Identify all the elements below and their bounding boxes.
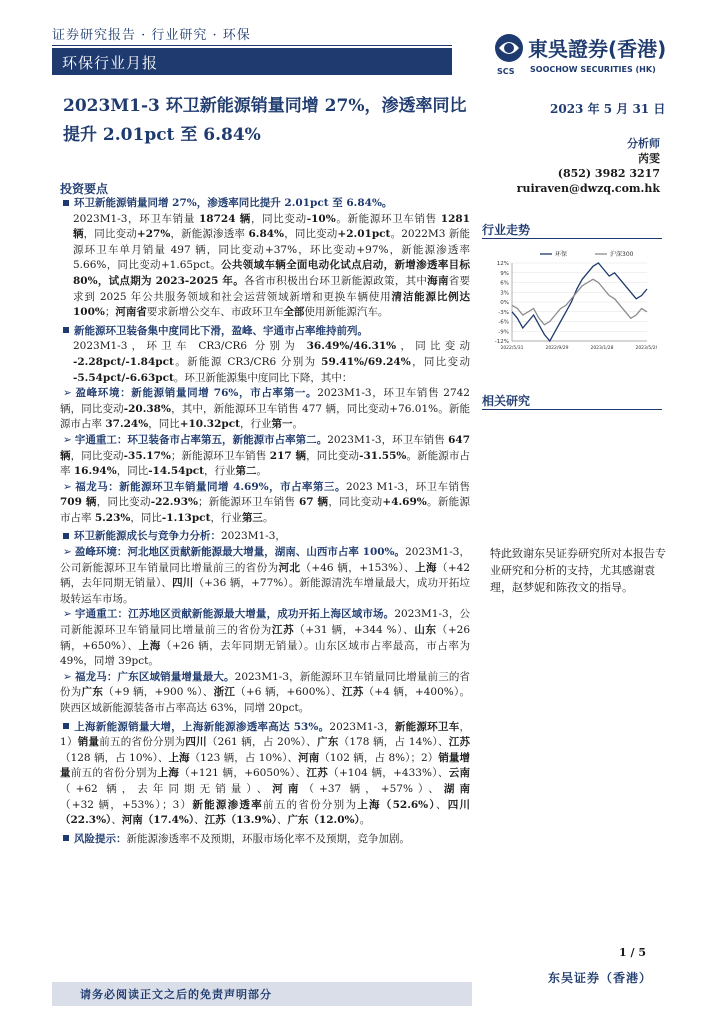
- y-tick-label: 12%: [496, 261, 509, 267]
- arrow-bullet-icon: ➢: [63, 387, 72, 400]
- paragraph: 环卫新能源销量同增 27%，渗透率同比提升 2.01pct 至 6.84%。: [74, 197, 393, 209]
- related-rule: [482, 409, 662, 410]
- analyst-role: 分析师: [627, 137, 660, 150]
- arrow-bullet-icon: ➢: [63, 480, 72, 493]
- logo-subtext: SOOCHOW SECURITIES (HK): [530, 65, 656, 74]
- arrow-bullet-icon: ➢: [63, 433, 72, 446]
- legend-label: 沪深300: [610, 251, 634, 258]
- paragraph: 2023M1-3，环卫车 CR3/CR6 分别为 36.49%/46.31%，同比变动 -2.28pct/-1.84pct。新能源 CR3/CR6 分别为 59.41%/69.24%，同比变动 -5.54pct/-6.63pct。环卫新能源集中度同比下降，其中：: [73, 340, 471, 384]
- report-title: 2023M1-3 环卫新能源销量同增 27%，渗透率同比提升 2.01pct 至 6.84%: [63, 96, 467, 145]
- bullet-square-icon: [63, 835, 69, 841]
- logo-text: 東吳證券(香港): [528, 37, 667, 61]
- firm-name: 东吴证券（香港）: [547, 971, 652, 985]
- bullet-square-icon: [63, 533, 69, 539]
- report-type: 环保行业月报: [62, 54, 159, 72]
- disclaimer-bar: [52, 982, 472, 1006]
- analyst-phone: (852) 3982 3217: [557, 167, 660, 180]
- logo-mark: SCS: [497, 67, 515, 76]
- y-tick-label: -6%: [498, 319, 509, 326]
- arrow-bullet-icon: ➢: [63, 608, 72, 621]
- y-tick-label: -3%: [498, 309, 509, 316]
- x-tick-label: 2023/1/28: [590, 346, 614, 351]
- acknowledgement: 特此致谢东吴证券研究所对本报告专业研究和分析的支持，尤其感谢袁理，赵梦妮和陈孜文的指导。: [490, 547, 666, 594]
- section-key-points: 投资要点: [60, 182, 109, 196]
- paragraph: 新能源环卫装备集中度同比下滑，盈峰、宇通市占率维持前列。: [74, 324, 368, 337]
- x-tick-label: 2022/9/29: [545, 346, 569, 351]
- legend-label: 环保: [555, 251, 568, 258]
- y-tick-label: 9%: [500, 270, 509, 277]
- y-tick-label: -9%: [498, 329, 509, 336]
- trend-chart: [482, 245, 657, 355]
- analyst-email[interactable]: ruiraven@dwzq.com.hk: [516, 182, 660, 195]
- page-number: 1 / 5: [619, 946, 646, 959]
- trend-rule: [482, 238, 662, 239]
- arrow-bullet-icon: ➢: [63, 670, 72, 683]
- analyst-block: [517, 136, 660, 196]
- x-tick-label: 2023/5/29: [635, 346, 657, 351]
- section-trend: 行业走势: [482, 223, 531, 237]
- y-tick-label: 3%: [500, 290, 509, 297]
- bullet-square-icon: [63, 723, 69, 729]
- company-logo: [492, 32, 682, 78]
- paragraph: 2023M1-3，环卫车销量 18724 辆，同比变动-10%。新能源环卫车销售 1281 辆，同比变动+27%，新能源渗透率 6.84%，同比变动+2.01pct。2022M3 新能源环卫车单月销量 497 辆，同比变动+37%，环比变动+97%，新能源渗透率 5.66%，同比变动+1.65pct。公共领域车辆全面电动化试点启动，新增渗透率目标 80%，试点期为 2023-2025 年。各省市积极出台环卫新能源政策，其中海南省要求到 2025 年公共服务领域和社会运营领域新增和更换车辆使用清洁能源比例达 100%；河南省要求新增公交车、市政环卫车全部使用新能源汽车。: [73, 212, 471, 319]
- arrow-bullet-icon: ➢: [63, 546, 72, 559]
- y-tick-label: 0%: [500, 300, 509, 306]
- section-related: 相关研究: [482, 394, 531, 408]
- disclaimer-text: 请务必阅读正文之后的免责声明部分: [80, 988, 272, 1001]
- analyst-name: 芮雯: [638, 152, 660, 165]
- bullet-square-icon: [63, 327, 69, 333]
- y-tick-label: -12%: [494, 339, 509, 345]
- bullet-square-icon: [63, 200, 69, 206]
- report-date: 2023 年 5 月 31 日: [550, 102, 666, 116]
- y-tick-label: 6%: [500, 280, 509, 287]
- breadcrumb: 证券研究报告 · 行业研究 · 环保: [52, 28, 251, 43]
- key-points-body: 环卫新能源销量同增 27%，渗透率同比提升 2.01pct 至 6.84%。 2023M1-3，环卫车销量 18724 辆，同比变动-10%。新能源环卫车销售 1281 辆，同比变动+27%，新能源渗透率 6.84%，同比变动+2.01pct。2022M3 新能源环卫车单月销量 497 辆，同比变动+37%，环比变动+97%，新能源渗透率 5.66%，同比变动+1.65pct。公共领域车辆全面电动化试点启动，新增渗透率目标 80%，试点期为 2023-2025 年。各省市积极出台环卫新能源政策，其中海南省要求到 2025 年公共服务领域和社会运营领域新增和更换车辆使用清洁能源比例达 100%；河南省要求新增公交车、市政环卫车全部使用新能源汽车。 新能源环卫装备集中度同比下滑，盈峰、宇通市占率维持前列。 2023M1-3，环卫车 CR3/CR6 分别为 36.49%/46.31%，同比变动 -2.28pct/-1.84pct。新能源 CR3/CR6 分别为 59.41%/69.24%，同比变动 -5.54pct/-6.63pct。环卫新能源集中度同比下降，其中： ➢ 盈峰环境：新能源销量同增 76%，市占率第一。2023M1-3，环卫车销售 2742 辆，同比变动-20.38%，其中，新能源环卫车销售 477 辆，同比变动+76.01%。新能源市占率 37.24%，同比+10.32pct，行业第一。 ➢ 宇通重工：环卫装备市占率第五，新能源市占率第二。2023M1-3，环卫车销售 647 辆，同比变动-35.17%；新能源环卫车销售 217 辆，同比变动-31.55%。新能源市占率 16.94%，同比-14.54pct，行业第二。 ➢ 福龙马：新能源环卫车销量同增 4.69%，市占率第三。2023 M1-3，环卫车销售 709 辆，同比变动-22.93%；新能源环卫车销售 67 辆，同比变动+4.69%。新能源市占率 5.23%，同比-1.13pct，行业第三。 环卫新能源成长与竞争力分析：2023M1-3， ➢ 盈峰环境：河北地区贡献新能源最大增量，湖南、山西市占率 100%。2023M1-3，公司新能源环卫车销量同比增量前三的省份为河北（+46 辆，+153%）、上海（+42 辆，去年同期无销量）、四川（+36 辆，+77%）。新能源清洗车增量最大，成功开拓垃圾转运车市场。 ➢ 宇通重工：江苏地区贡献新能源最大增量，成功开拓上海区域市场。2023M1-3，公司新能源环卫车销量同比增量前三的省份为江苏（+31 辆，+344 %）、山东（+26 辆，+650%）、上海（+26 辆，去年同期无销量）。山东区域市占率最高，市占率为 49%，同增 39pct。 ➢ 福龙马：广东区域销量增量最大。2023M1-3，新能源环卫车销量同比增量前三的省份为广东（+9 辆，+900 %）、浙江（+6 辆，+600%）、江苏（+4 辆，+400%）。陕西区域新能源装备市占率高达 63%，同增 20pct。 上海新能源销量大增，上海新能源渗透率高达 53%。2023M1-3，新能源环卫车，1）销量前五的省份分别为四川（261 辆，占 20%）、广东（178 辆，占 14%）、江苏（128 辆，占 10%）、上海（123 辆，占 10%）、河南（102 辆，占 8%）；2）销量增量前五的省份分别为上海（+121 辆，+6050%）、江苏（+104 辆，+433%）、云南（+62 辆，去年同期无销量）、河南（+37 辆，+57%）、湖南（+32 辆，+53%）；3）新能源渗透率前五的省份分别为上海（52.6%）、四川（22.3%）、河南（17.4%）、江苏（13.9%）、广东（12.0%）。 风险提示：新能源渗透率不及预期，环服市场化率不及预期，竞争加剧。: [60, 197, 471, 845]
- header-rule: [52, 45, 452, 46]
- x-tick-label: 2022/5/31: [500, 346, 524, 351]
